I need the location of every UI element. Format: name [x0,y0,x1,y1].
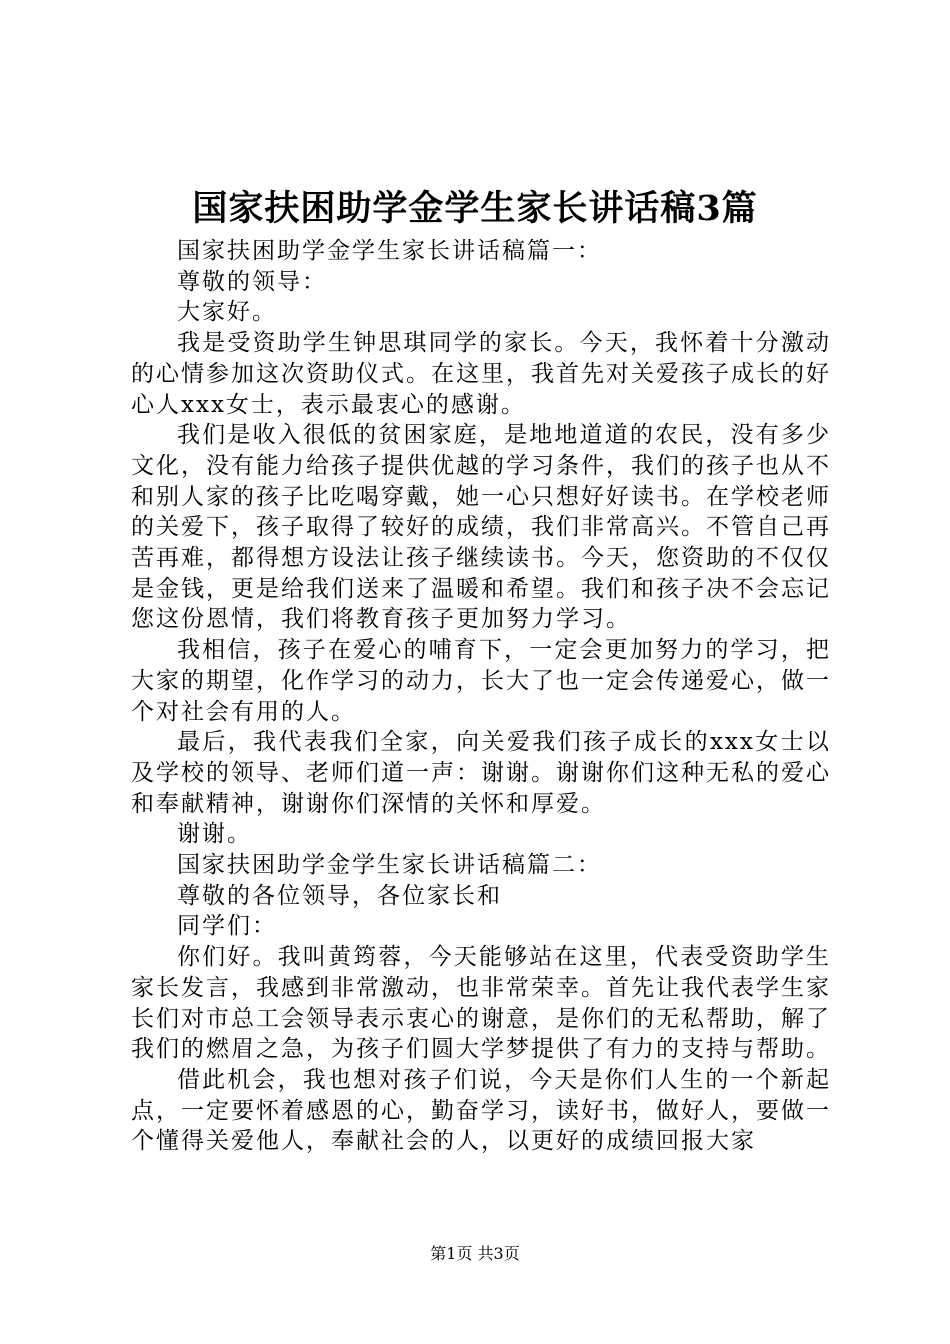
paragraph: 尊敬的领导： [177,268,327,295]
paragraph: 谢谢。 [177,821,252,848]
document-title: 国家扶困助学金学生家长讲话稿3篇 [192,188,758,229]
page-footer: 第1页 共3页 [430,1244,520,1263]
paragraph: 借此机会，我也想对孩子们说，今天是你们人生的一个新起点，一定要怀着感恩的心，勤奋学习，读好书，做好人，要做一个懂得关爱他人，奉献社会的人，以更好的成绩回报大家 [131,1066,831,1155]
paragraph: 大家好。 [177,299,277,326]
paragraph: 最后，我代表我们全家，向关爱我们孩子成长的xxx女士以及学校的领导、老师们道一声：谢谢。谢谢你们这种无私的爱心和奉献精神，谢谢你们深情的关怀和厚爱。 [131,729,831,817]
paragraph: 国家扶困助学金学生家长讲话稿篇一： [177,238,602,264]
paragraph: 同学们： [177,913,277,940]
paragraph: 你们好。我叫黄筠蓉，今天能够站在这里，代表受资助学生家长发言，我感到非常激动，也非常荣幸。首先让我代表学生家长们对市总工会领导表示衷心的谢意，是你们的无私帮助，解了我们的燃眉之急，为孩子们圆大学梦提供了有力的支持与帮助。 [131,944,831,1063]
paragraph: 尊敬的各位领导，各位家长和 [177,882,502,909]
paragraph: 我是受资助学生钟思琪同学的家长。今天，我怀着十分激动的心情参加这次资助仪式。在这里，我首先对关爱孩子成长的好心人xxx女士，表示最衷心的感谢。 [131,330,831,418]
paragraph: 国家扶困助学金学生家长讲话稿篇二： [177,852,602,879]
paragraph: 我相信，孩子在爱心的哺育下，一定会更加努力的学习，把大家的期望，化作学习的动力，长大了也一定会传递爱心，做一个对社会有用的人。 [131,637,831,725]
paragraph: 我们是收入很低的贫困家庭，是地地道道的农民，没有多少文化，没有能力给孩子提供优越的学习条件，我们的孩子也从不和别人家的孩子比吃喝穿戴，她一心只想好好读书。在学校老师的关爱下，孩子取得了较好的成绩，我们非常高兴。不管自己再苦再难，都得想方设法让孩子继续读书。今天，您资助的不仅仅是金钱，更是给我们送来了温暖和希望。我们和孩子决不会忘记您这份恩情，我们将教育孩子更加努力学习。 [131,422,831,633]
document-body [131,236,831,1157]
